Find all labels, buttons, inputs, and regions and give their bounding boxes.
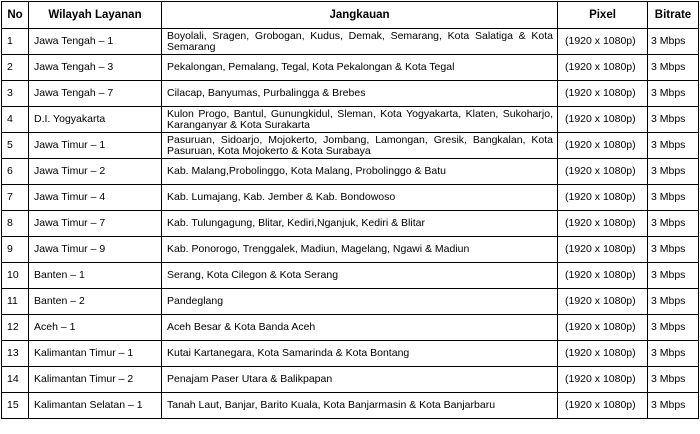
cell-jangkauan: Boyolali, Sragen, Grobogan, Kudus, Demak, Semarang, Kota Salatiga & Kota Semarang [162,29,558,55]
cell-pixel: (1920 x 1080p) [558,29,648,55]
cell-pixel: (1920 x 1080p) [558,107,648,133]
cell-wilayah: Kalimantan Timur – 1 [29,341,162,367]
cell-wilayah: Kalimantan Timur – 2 [29,367,162,393]
cell-jangkauan: Kutai Kartanegara, Kota Samarinda & Kota Bontang [162,341,558,367]
cell-no: 7 [2,185,29,211]
header-row [2,2,699,29]
table-row [2,107,699,133]
cell-no: 15 [2,393,29,419]
cell-wilayah: Jawa Tengah – 3 [29,55,162,81]
cell-bitrate: 3 Mbps [648,367,699,393]
cell-no: 10 [2,263,29,289]
cell-jangkauan: Kab. Malang,Probolinggo, Kota Malang, Probolinggo & Batu [162,159,558,185]
cell-bitrate: 3 Mbps [648,55,699,81]
cell-jangkauan: Kab. Tulungagung, Blitar, Kediri,Nganjuk, Kediri & Blitar [162,211,558,237]
cell-wilayah: Banten – 1 [29,263,162,289]
cell-no: 12 [2,315,29,341]
cell-wilayah: D.I. Yogyakarta [29,107,162,133]
cell-pixel: (1920 x 1080p) [558,315,648,341]
table-row [2,55,699,81]
cell-bitrate: 3 Mbps [648,133,699,159]
cell-jangkauan: Cilacap, Banyumas, Purbalingga & Brebes [162,81,558,107]
table-row [2,263,699,289]
table-row [2,341,699,367]
cell-pixel: (1920 x 1080p) [558,289,648,315]
cell-bitrate: 3 Mbps [648,159,699,185]
cell-bitrate: 3 Mbps [648,107,699,133]
cell-wilayah: Kalimantan Selatan – 1 [29,393,162,419]
cell-pixel: (1920 x 1080p) [558,341,648,367]
cell-wilayah: Jawa Timur – 7 [29,211,162,237]
header-no: No [2,2,29,29]
cell-no: 8 [2,211,29,237]
cell-jangkauan: Kab. Ponorogo, Trenggalek, Madiun, Magelang, Ngawi & Madiun [162,237,558,263]
cell-jangkauan: Aceh Besar & Kota Banda Aceh [162,315,558,341]
cell-bitrate: 3 Mbps [648,237,699,263]
cell-pixel: (1920 x 1080p) [558,81,648,107]
cell-no: 5 [2,133,29,159]
header-pixel: Pixel [558,2,648,29]
cell-bitrate: 3 Mbps [648,393,699,419]
cell-pixel: (1920 x 1080p) [558,393,648,419]
cell-jangkauan: Kulon Progo, Bantul, Gunungkidul, Sleman, Kota Yogyakarta, Klaten, Sukoharjo, Karanganyar & Kota Surakarta [162,107,558,133]
table-row [2,393,699,419]
table-row [2,289,699,315]
cell-wilayah: Jawa Timur – 2 [29,159,162,185]
cell-bitrate: 3 Mbps [648,263,699,289]
cell-bitrate: 3 Mbps [648,289,699,315]
cell-jangkauan: Kab. Lumajang, Kab. Jember & Kab. Bondowoso [162,185,558,211]
cell-jangkauan: Pasuruan, Sidoarjo, Mojokerto, Jombang, Lamongan, Gresik, Bangkalan, Kota Pasuruan, Kota Mojokerto & Kota Surabaya [162,133,558,159]
cell-pixel: (1920 x 1080p) [558,367,648,393]
cell-jangkauan: Penajam Paser Utara & Balikpapan [162,367,558,393]
cell-bitrate: 3 Mbps [648,81,699,107]
cell-jangkauan: Pandeglang [162,289,558,315]
table-row [2,133,699,159]
table-row [2,367,699,393]
cell-bitrate: 3 Mbps [648,185,699,211]
table-row [2,185,699,211]
cell-pixel: (1920 x 1080p) [558,133,648,159]
cell-bitrate: 3 Mbps [648,29,699,55]
cell-no: 4 [2,107,29,133]
cell-pixel: (1920 x 1080p) [558,211,648,237]
cell-no: 11 [2,289,29,315]
cell-bitrate: 3 Mbps [648,341,699,367]
cell-jangkauan: Pekalongan, Pemalang, Tegal, Kota Pekalongan & Kota Tegal [162,55,558,81]
table-row [2,315,699,341]
table-row [2,159,699,185]
cell-no: 2 [2,55,29,81]
cell-wilayah: Jawa Timur – 9 [29,237,162,263]
coverage-table [1,1,699,419]
header-bitrate: Bitrate [648,2,699,29]
table-row [2,237,699,263]
table-row [2,81,699,107]
table-row [2,211,699,237]
header-wilayah: Wilayah Layanan [29,2,162,29]
cell-no: 3 [2,81,29,107]
cell-jangkauan: Serang, Kota Cilegon & Kota Serang [162,263,558,289]
cell-no: 1 [2,29,29,55]
cell-no: 13 [2,341,29,367]
cell-no: 9 [2,237,29,263]
cell-wilayah: Aceh – 1 [29,315,162,341]
cell-pixel: (1920 x 1080p) [558,237,648,263]
header-jangkauan: Jangkauan [162,2,558,29]
cell-bitrate: 3 Mbps [648,211,699,237]
cell-wilayah: Jawa Timur – 4 [29,185,162,211]
cell-pixel: (1920 x 1080p) [558,55,648,81]
cell-wilayah: Jawa Timur – 1 [29,133,162,159]
cell-jangkauan: Tanah Laut, Banjar, Barito Kuala, Kota Banjarmasin & Kota Banjarbaru [162,393,558,419]
cell-no: 14 [2,367,29,393]
table-row [2,29,699,55]
cell-no: 6 [2,159,29,185]
cell-pixel: (1920 x 1080p) [558,185,648,211]
cell-wilayah: Jawa Tengah – 1 [29,29,162,55]
cell-wilayah: Jawa Tengah – 7 [29,81,162,107]
cell-pixel: (1920 x 1080p) [558,159,648,185]
cell-pixel: (1920 x 1080p) [558,263,648,289]
cell-wilayah: Banten – 2 [29,289,162,315]
cell-bitrate: 3 Mbps [648,315,699,341]
